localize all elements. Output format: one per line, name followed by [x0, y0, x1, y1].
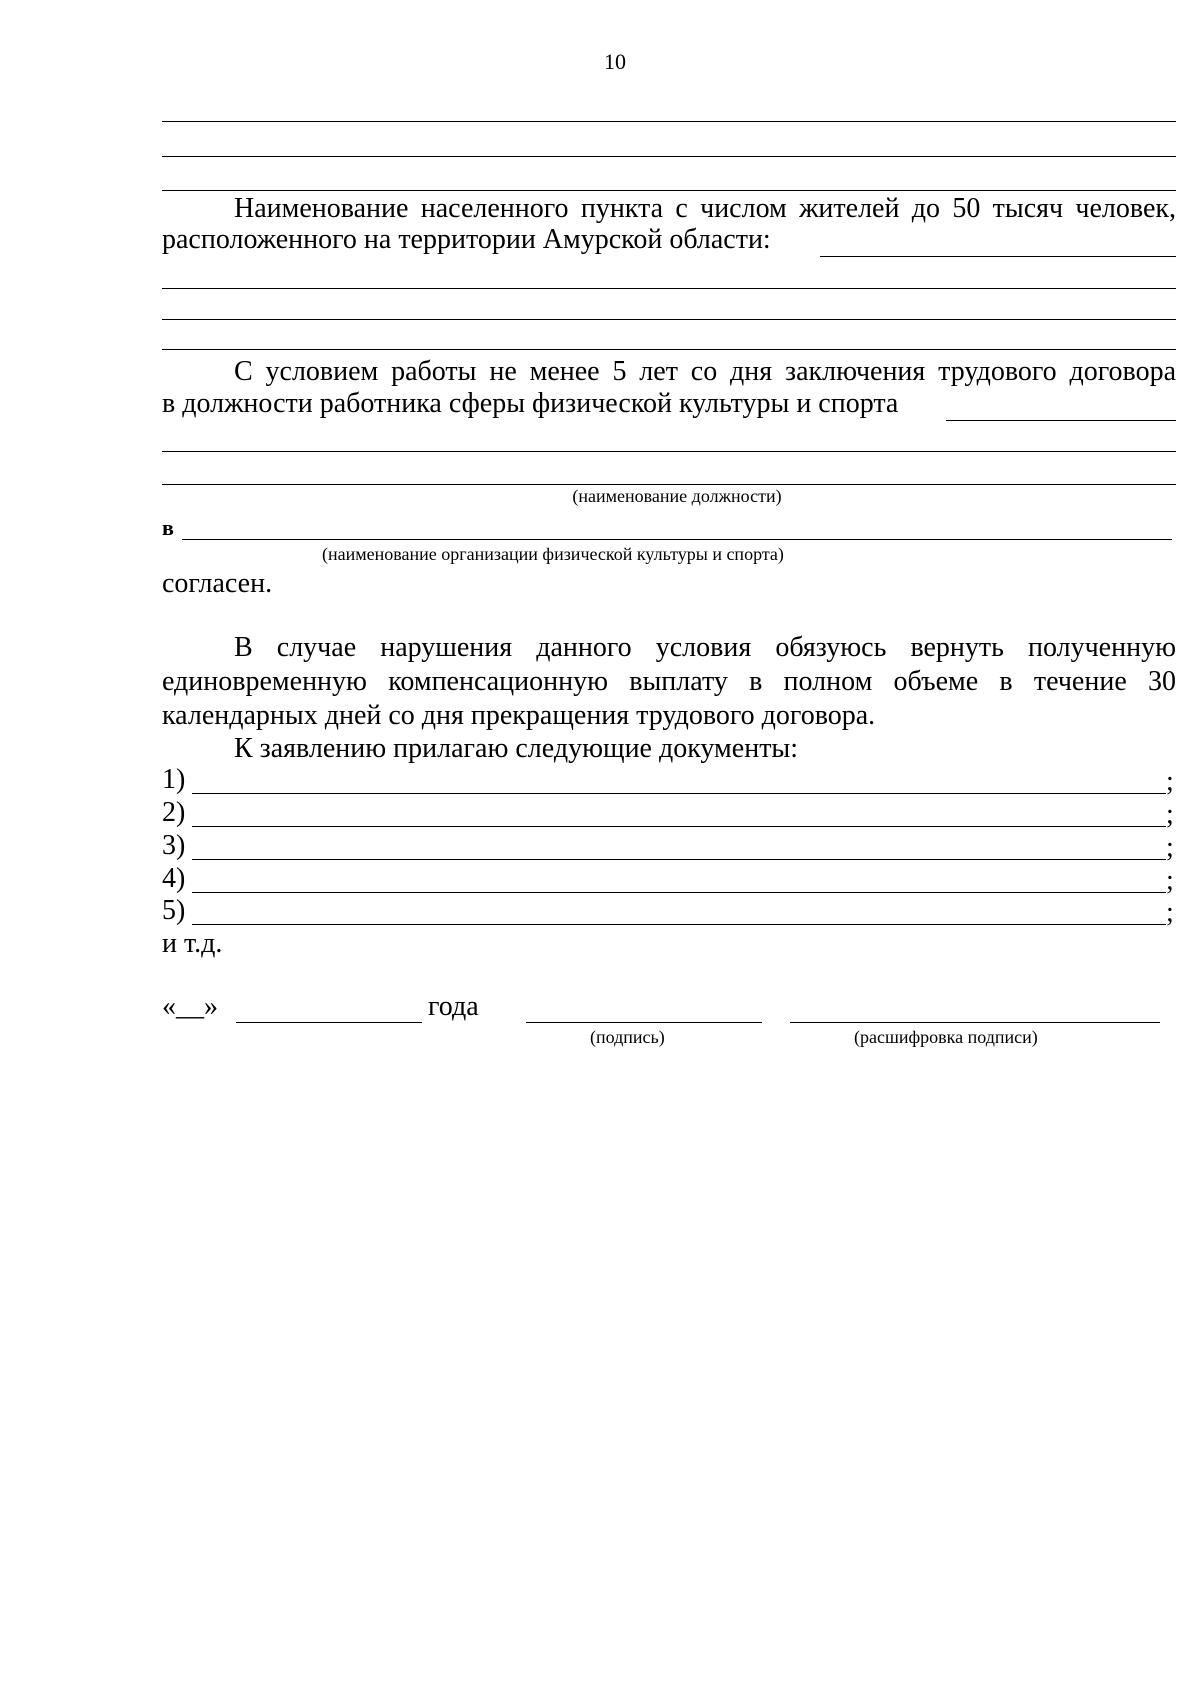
attachment-number: 4)	[162, 863, 186, 894]
work-condition-text: С условием работы не менее 5 лет со дня заключения трудового договора	[234, 356, 1176, 387]
locality-label-cont: расположенного на территории Амурской области:	[162, 224, 771, 255]
obligation-text-cont: единовременную компенсационную выплату в полном объеме в течение 30	[162, 666, 1176, 697]
decryption-caption: (расшифровка подписи)	[854, 1027, 1038, 1047]
attachment-terminator: ;	[1166, 832, 1174, 863]
year-word: года	[428, 991, 479, 1022]
date-day[interactable]: «__»	[162, 991, 218, 1022]
blank-line[interactable]	[162, 451, 1176, 452]
attachment-terminator: ;	[1166, 865, 1174, 896]
locality-label: Наименование населенного пункта с числом жителей до 50 тысяч человек,	[234, 193, 1176, 224]
blank-line[interactable]	[162, 288, 1176, 289]
attachment-field[interactable]	[192, 826, 1166, 827]
signature-decryption-field[interactable]	[790, 1022, 1160, 1023]
agreed-text: согласен.	[162, 568, 273, 599]
attachment-field[interactable]	[192, 892, 1166, 893]
signature-caption: (подпись)	[590, 1027, 665, 1047]
attachment-field[interactable]	[192, 793, 1166, 794]
attachment-terminator: ;	[1166, 799, 1174, 830]
work-condition-text-cont: в должности работника сферы физической культуры и спорта	[162, 388, 899, 419]
blank-line[interactable]	[162, 349, 1176, 350]
blank-line[interactable]	[162, 156, 1176, 157]
position-field-line[interactable]	[162, 484, 1176, 485]
signature-field[interactable]	[526, 1022, 762, 1023]
organization-field[interactable]	[182, 539, 1172, 540]
position-field[interactable]	[946, 420, 1176, 421]
attachment-number: 2)	[162, 797, 186, 828]
position-caption: (наименование должности)	[572, 486, 782, 506]
attachment-number: 3)	[162, 830, 186, 861]
obligation-text-end: календарных дней со дня прекращения трудового договора.	[162, 700, 876, 731]
attachment-terminator: ;	[1166, 766, 1174, 797]
attachment-field[interactable]	[192, 924, 1166, 925]
prefix-v: в	[162, 515, 174, 540]
attachment-terminator: ;	[1166, 897, 1174, 928]
attachments-intro: К заявлению прилагаю следующие документы:	[234, 733, 799, 764]
locality-field[interactable]	[820, 256, 1176, 257]
page-number: 10	[604, 49, 626, 74]
attachment-field[interactable]	[192, 859, 1166, 860]
organization-caption: (наименование организации физической культуры и спорта)	[322, 544, 784, 564]
attachments-etc: и т.д.	[162, 928, 223, 959]
blank-line[interactable]	[162, 190, 1176, 191]
obligation-text: В случае нарушения данного условия обязуюсь вернуть полученную	[234, 632, 1176, 663]
blank-line[interactable]	[162, 319, 1176, 320]
blank-line[interactable]	[162, 121, 1176, 122]
attachment-number: 1)	[162, 764, 186, 795]
date-month-field[interactable]	[236, 1022, 422, 1023]
attachment-number: 5)	[162, 895, 186, 926]
